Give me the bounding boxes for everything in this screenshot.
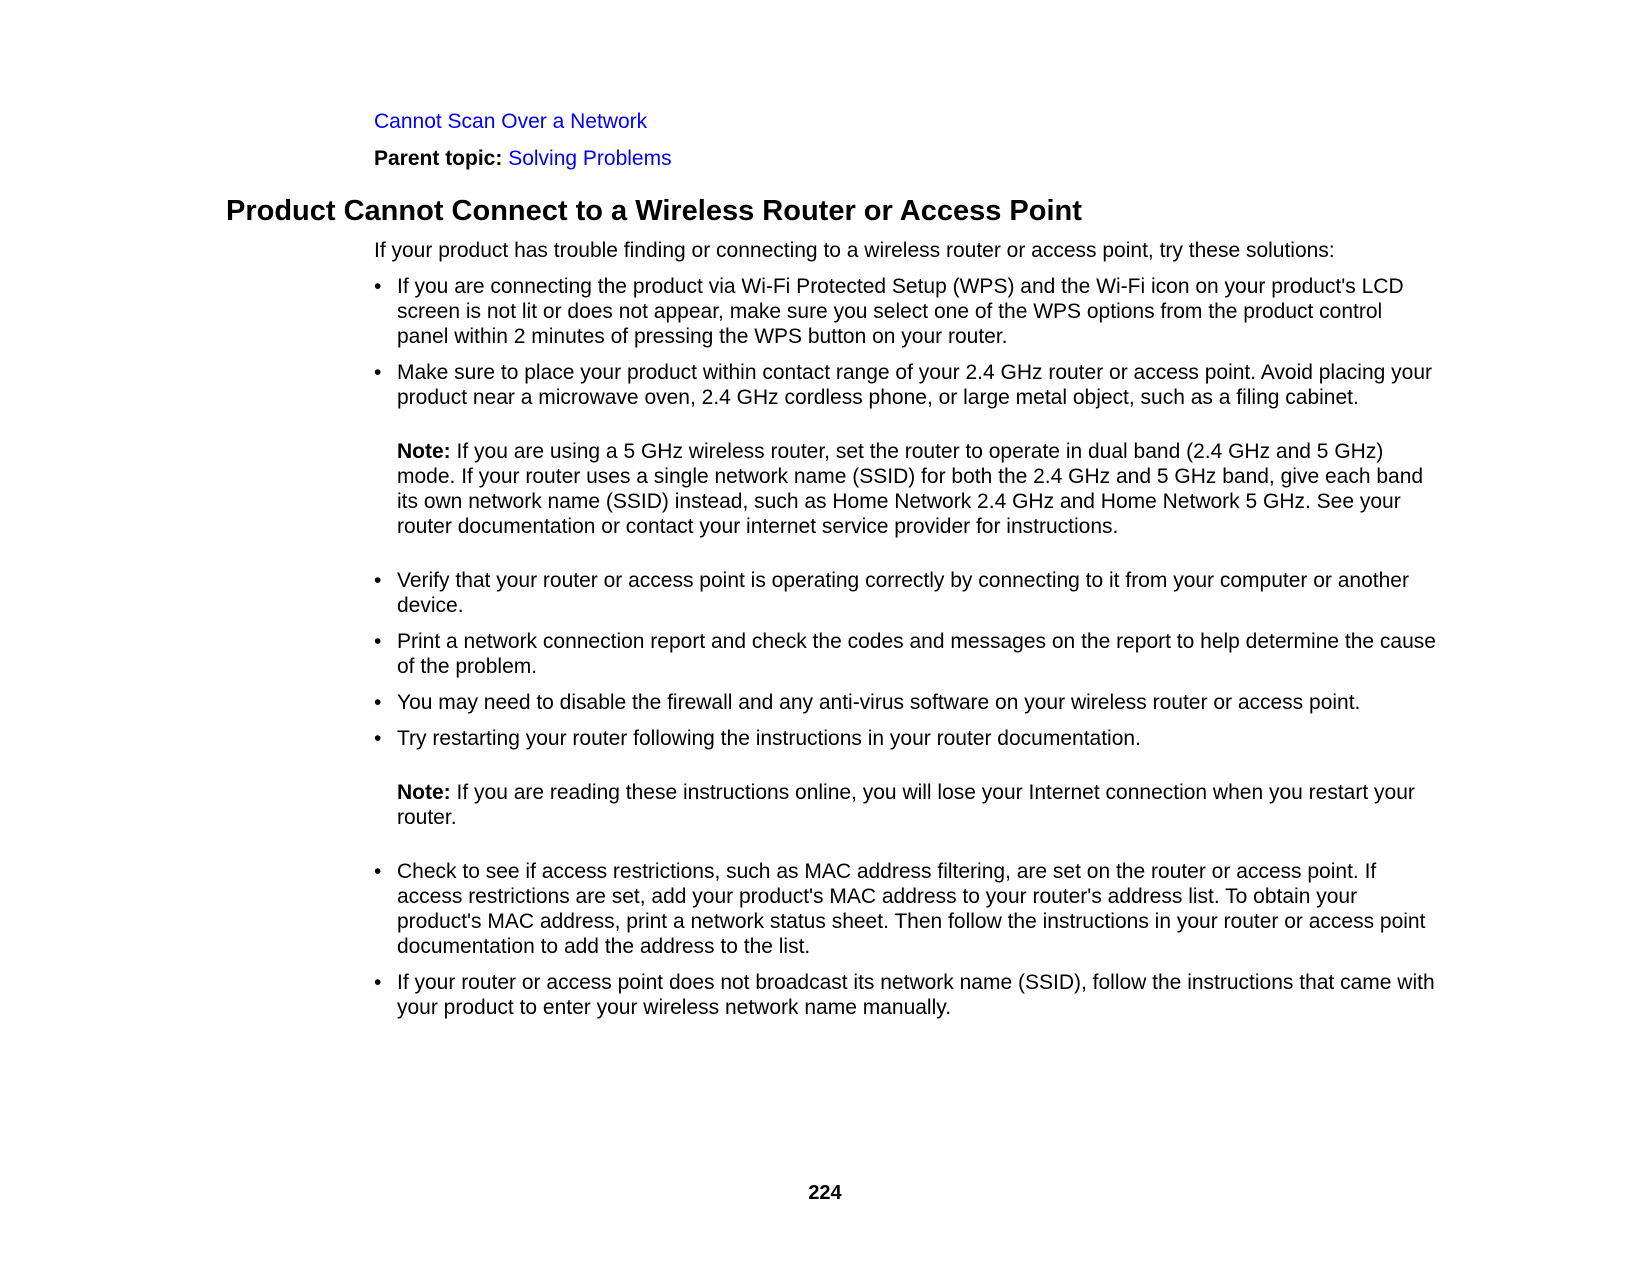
note-block — [374, 439, 1436, 539]
list-item-text: Make sure to place your product within contact range of your 2.4 GHz router or access point. Avoid placing your product near a microwave oven, 2.4 GHz cordless phone, or large metal object, such as a filing cabinet. — [397, 361, 1432, 409]
related-topic-link[interactable]: Cannot Scan Over a Network — [374, 110, 648, 133]
bullet-marker: • — [374, 361, 382, 384]
list-item — [374, 859, 1436, 959]
bullet-marker: • — [374, 569, 382, 592]
note-text: If you are reading these instructions online, you will lose your Internet connection when you restart your router. — [397, 781, 1415, 829]
list-item-text: If your router or access point does not broadcast its network name (SSID), follow the instructions that came with your product to enter your wireless network name manually. — [397, 971, 1435, 1019]
bullet-marker: • — [374, 630, 382, 653]
list-item-text: Verify that your router or access point is operating correctly by connecting to it from your computer or another device. — [397, 569, 1409, 617]
bullet-marker: • — [374, 727, 382, 750]
list-item-text: Check to see if access restrictions, such as MAC address filtering, are set on the router or access point. If access restrictions are set, add your product's MAC address to your router's address list. To obtain your product's MAC address, print a network status sheet. Then follow the instructions in your router or access point documentation to add the address to the list. — [397, 860, 1426, 958]
list-item — [374, 726, 1436, 751]
parent-topic-link[interactable]: Solving Problems — [508, 147, 672, 170]
note-text: If you are using a 5 GHz wireless router, set the router to operate in dual band (2.4 GHz and 5 GHz) mode. If your router uses a single network name (SSID) for both the 2.4 GHz and 5 GHz band, give each band its own network name (SSID) instead, such as Home Network 2.4 GHz and Home Network 5 GHz. See your router documentation or contact your internet service provider for instructions. — [397, 440, 1424, 538]
parent-topic — [374, 146, 672, 171]
bullet-marker: • — [374, 860, 382, 883]
note-label: Note: — [397, 781, 451, 804]
list-item — [374, 690, 1436, 715]
intro-paragraph: If your product has trouble finding or connecting to a wireless router or access point, try these solutions: — [374, 239, 1335, 262]
list-item-text: Print a network connection report and check the codes and messages on the report to help determine the cause of the problem. — [397, 630, 1436, 678]
bullet-marker: • — [374, 971, 382, 994]
page-title: Product Cannot Connect to a Wireless Router or Access Point — [226, 195, 1082, 227]
list-item — [374, 629, 1436, 679]
list-item-text: You may need to disable the firewall and any anti-virus software on your wireless router or access point. — [397, 691, 1361, 714]
note-block — [374, 780, 1436, 830]
bullet-marker: • — [374, 275, 382, 298]
page-number: 224 — [808, 1182, 842, 1204]
list-item — [374, 360, 1436, 410]
list-item-text: If you are connecting the product via Wi-Fi Protected Setup (WPS) and the Wi-Fi icon on your product's LCD screen is not lit or does not appear, make sure you select one of the WPS options from the product control panel within 2 minutes of pressing the WPS button on your router. — [397, 275, 1404, 348]
solutions-list — [374, 274, 1436, 1031]
list-item-text: Try restarting your router following the instructions in your router documentation. — [397, 727, 1141, 750]
bullet-marker: • — [374, 691, 382, 714]
list-item — [374, 274, 1436, 349]
list-item — [374, 568, 1436, 618]
note-label: Note: — [397, 440, 451, 463]
parent-topic-label: Parent topic: — [374, 147, 503, 170]
list-item — [374, 970, 1436, 1020]
